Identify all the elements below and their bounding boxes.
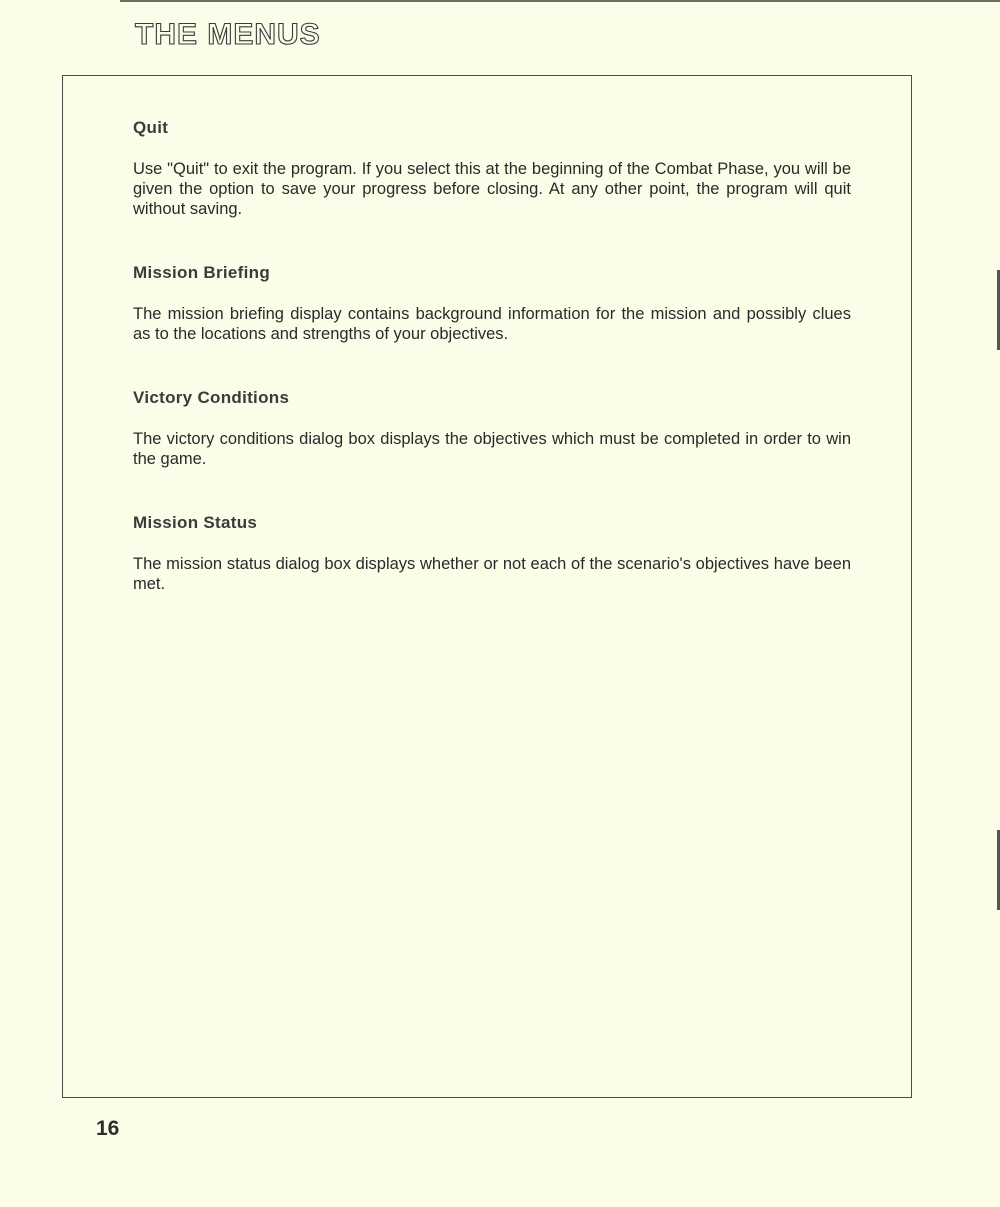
section-victory-conditions <box>133 388 851 469</box>
section-mission-status <box>133 513 851 594</box>
section-heading: Mission Briefing <box>133 263 271 282</box>
section-heading: Victory Conditions <box>133 388 290 407</box>
section-heading: Mission Status <box>133 513 258 532</box>
chapter-title: THE MENUS <box>135 18 321 51</box>
section-body: The mission status dialog box displays whether or not each of the scenario's objectives have been met. <box>133 555 851 593</box>
section-heading: Quit <box>133 118 169 137</box>
content-area <box>133 118 851 638</box>
section-quit <box>133 118 851 219</box>
page-number: 16 <box>96 1117 120 1140</box>
section-body: Use "Quit" to exit the program. If you select this at the beginning of the Combat Phase, you will be given the option to save your progress before closing. At any other point, the program will quit without saving. <box>133 160 851 218</box>
top-rule <box>120 0 1000 2</box>
section-mission-briefing <box>133 263 851 344</box>
section-body: The victory conditions dialog box displays the objectives which must be completed in order to win the game. <box>133 430 851 468</box>
section-body: The mission briefing display contains background information for the mission and possibly clues as to the locations and strengths of your objectives. <box>133 305 851 343</box>
